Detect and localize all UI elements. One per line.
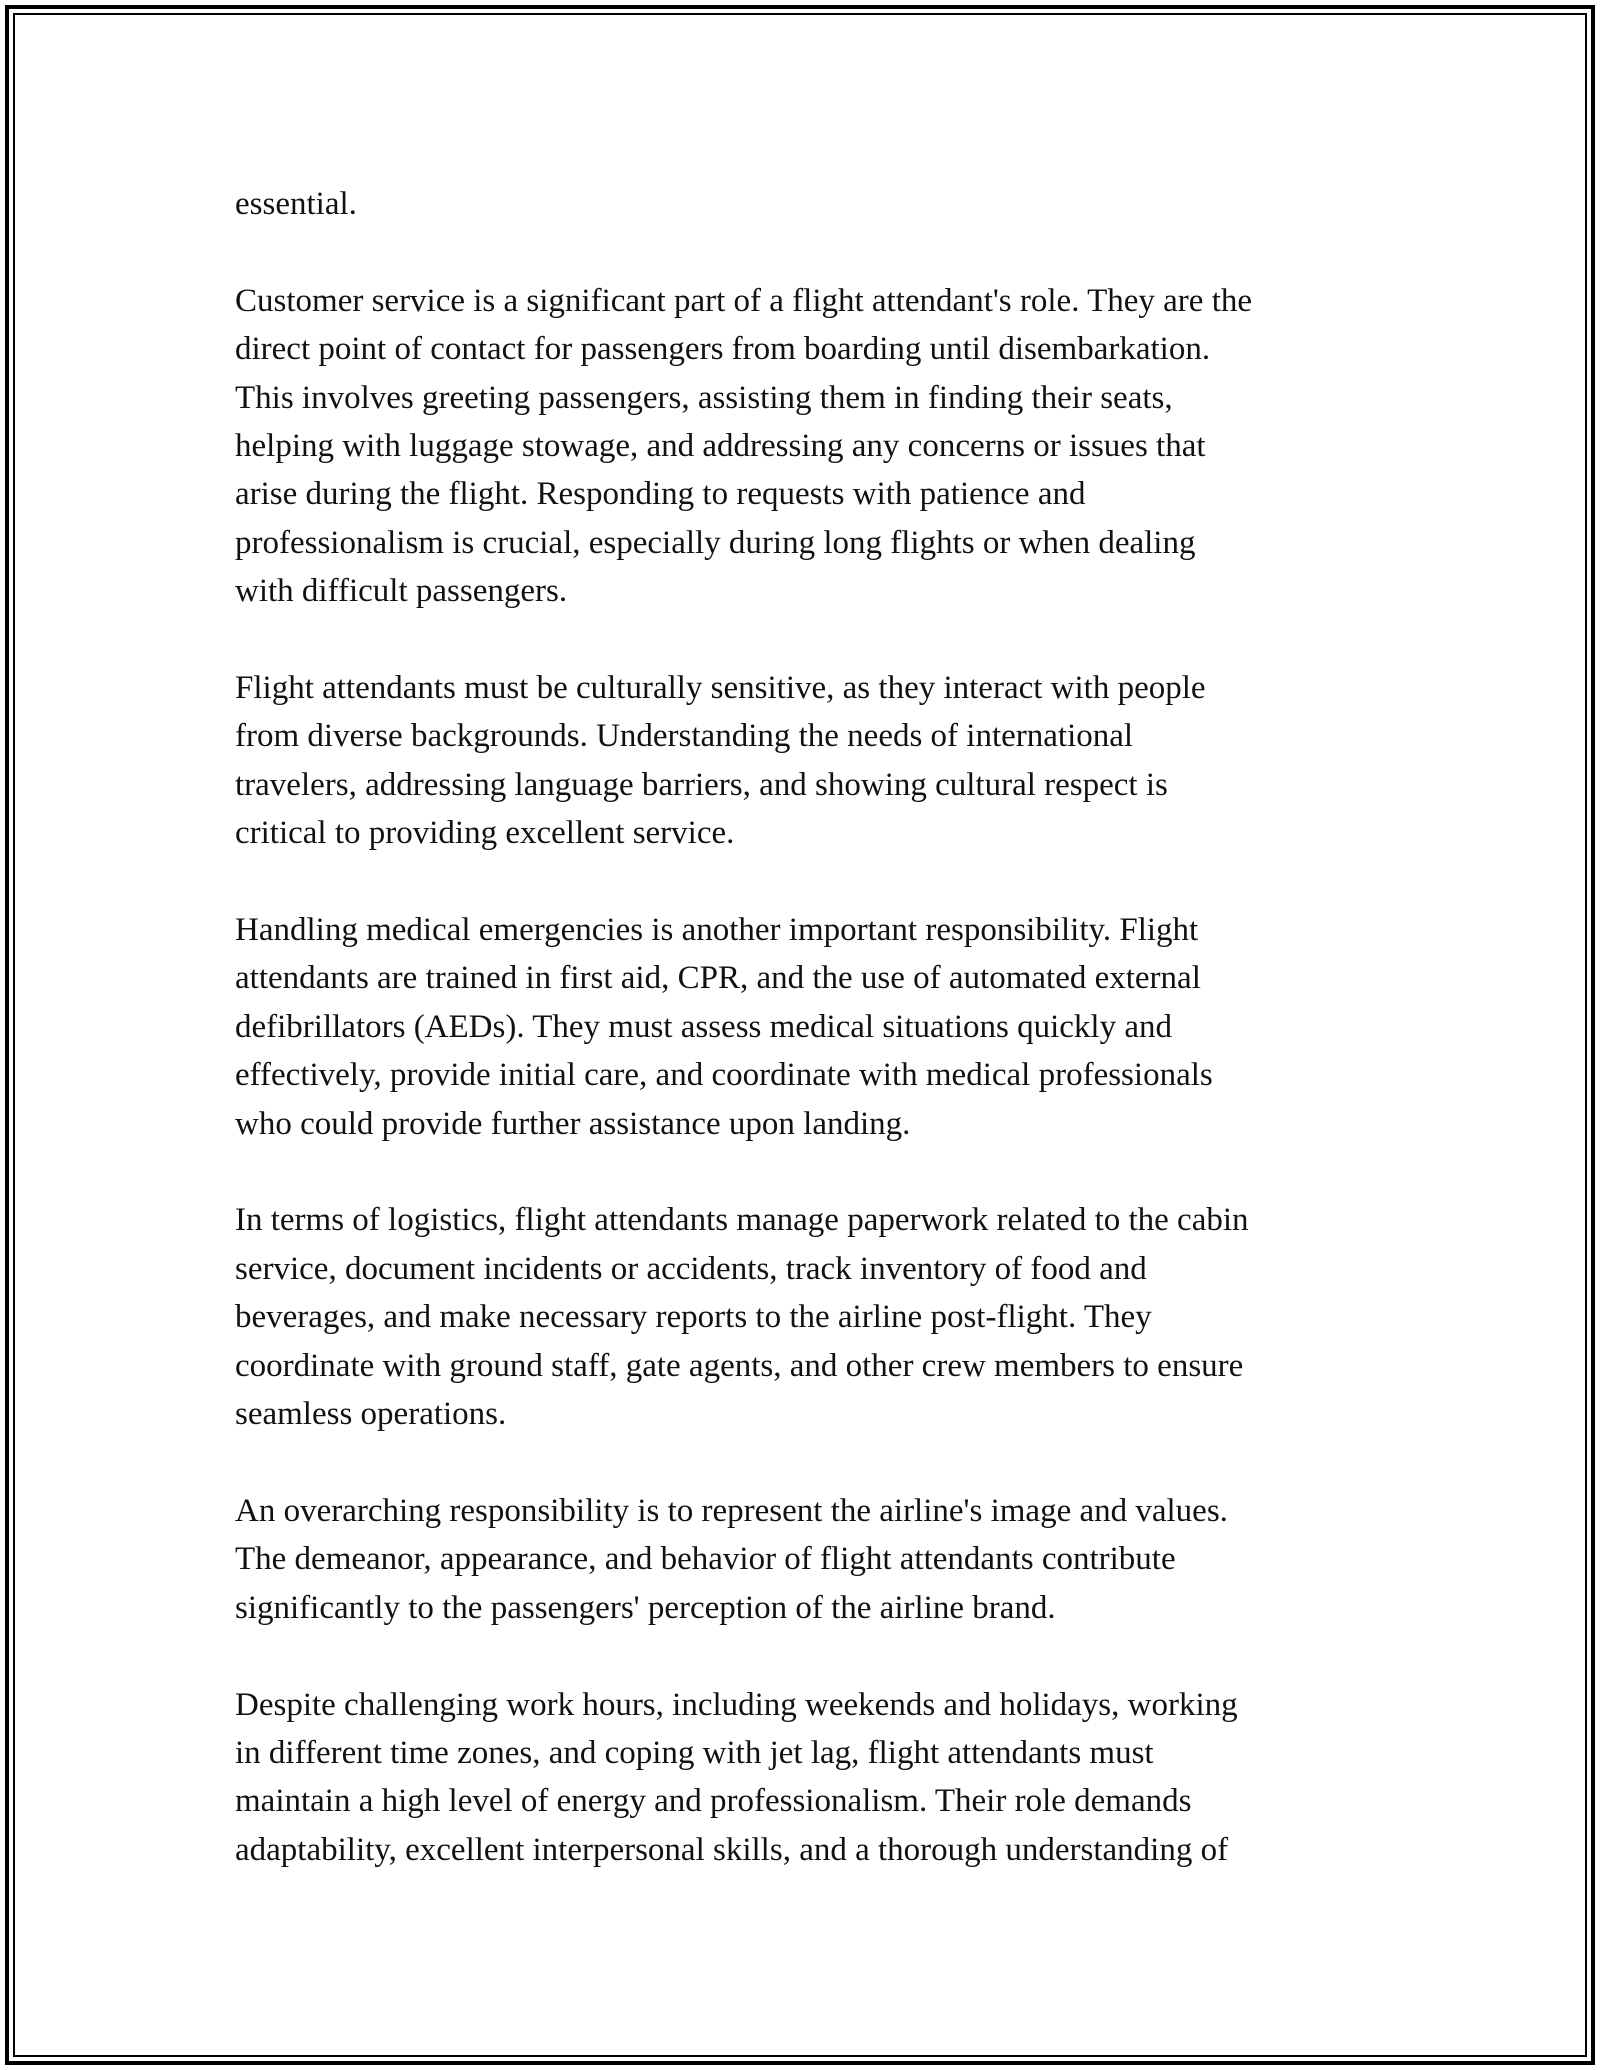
document-body	[235, 180, 1385, 1923]
paragraph-customer-service: Customer service is a significant part of a flight attendant's role. They are the direct point of contact for passengers from boarding until disembarkation. This involves greeting passengers, assisting them in finding their seats, helping with luggage stowage, and addressing any concerns or issues that arise during the flight. Responding to requests with patience and professionalism is crucial, especially during long flights or when dealing with difficult passengers.	[235, 282, 1253, 610]
paragraph-continuation: essential.	[235, 186, 357, 222]
paragraph-work-hours: Despite challenging work hours, including weekends and holidays, working in different time zones, and coping with jet lag, flight attendants must maintain a high level of energy and professionalism. Their role demands adaptability, excellent interpersonal skills, and a thorough understanding of	[235, 1686, 1238, 1868]
paragraph-medical-emergencies: Handling medical emergencies is another important responsibility. Flight attendants are trained in first aid, CPR, and the use of automated external defibrillators (AEDs). They must assess medical situations quickly and effectively, provide initial care, and coordinate with medical professionals who could provide further assistance upon landing.	[235, 912, 1213, 1142]
paragraph-airline-image: An overarching responsibility is to represent the airline's image and values. The demeanor, appearance, and behavior of flight attendants contribute significantly to the passengers' perception of the airline brand.	[235, 1492, 1228, 1626]
paragraph-logistics: In terms of logistics, flight attendants manage paperwork related to the cabin service, document incidents or accidents, track inventory of food and beverages, and make necessary reports to the airline post-flight. They coordinate with ground staff, gate agents, and other crew members to ensure seamless operations.	[235, 1202, 1249, 1433]
paragraph-cultural-sensitivity: Flight attendants must be culturally sensitive, as they interact with people from diverse backgrounds. Understanding the needs of international travelers, addressing language barriers, and showing cultural respect is critical to providing excellent service.	[235, 670, 1206, 852]
